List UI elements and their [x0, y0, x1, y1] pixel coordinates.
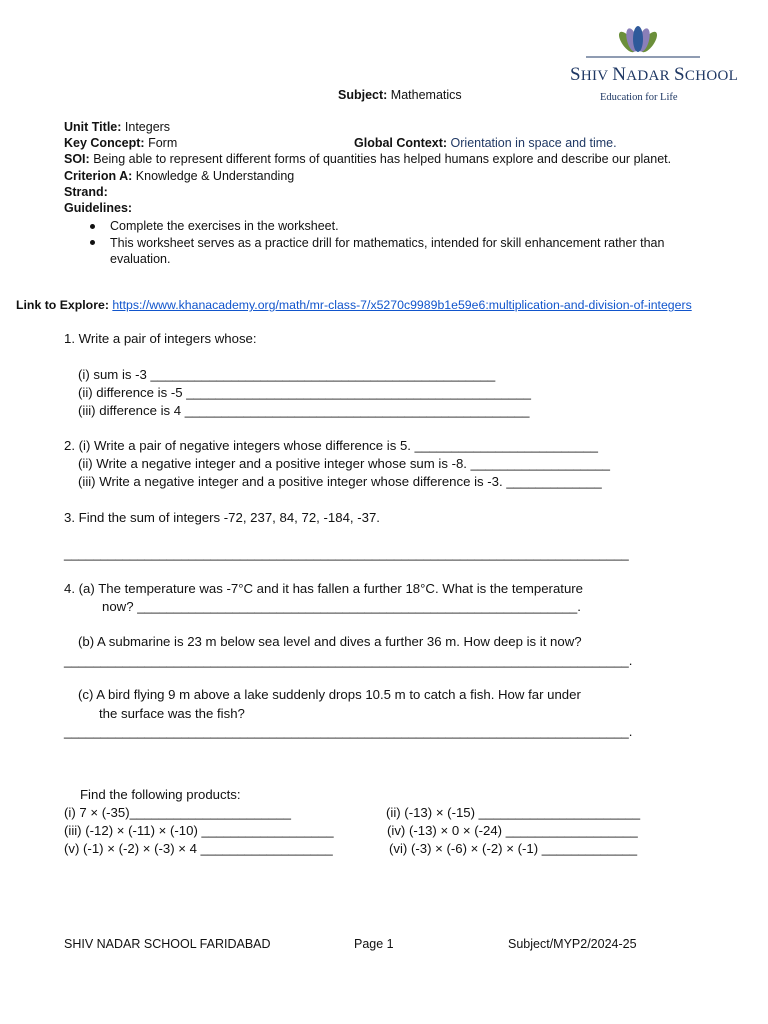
question-1-i: (i) sum is -3 _______________________________________________: [78, 367, 496, 382]
question-4b: (b) A submarine is 23 m below sea level and dives a further 36 m. How deep is it now?: [78, 634, 582, 649]
explore-label: Link to Explore:: [16, 298, 109, 312]
question-2-i: 2. (i) Write a pair of negative integers whose difference is 5. _________________________: [64, 438, 598, 453]
footer-page-number: Page 1: [354, 937, 394, 951]
unit-title: Unit Title: Integers: [64, 120, 171, 134]
product-i: (i) 7 × (-35)______________________: [64, 805, 291, 820]
product-iii: (iii) (-12) × (-11) × (-10) __________________: [64, 823, 334, 838]
question-4c-line2: the surface was the fish?: [99, 706, 245, 721]
question-4c: (c) A bird flying 9 m above a lake suddenly drops 10.5 m to catch a fish. How far under: [78, 687, 581, 702]
lotus-icon: [566, 26, 714, 66]
product-vi: (vi) (-3) × (-6) × (-2) × (-1) _____________: [389, 841, 638, 856]
footer-school: SHIV NADAR SCHOOL FARIDABAD: [64, 937, 271, 951]
guideline-2-line1: This worksheet serves as a practice drill for mathematics, intended for skill enhancement rather than: [110, 236, 665, 250]
bullet-icon: [90, 240, 95, 245]
bullet-icon: [90, 224, 95, 229]
guideline-1: Complete the exercises in the worksheet.: [110, 219, 339, 233]
soi-statement: SOI: Being able to represent different forms of quantities has helped humans explore and describe our planet.: [64, 152, 672, 166]
guidelines-heading: Guidelines:: [64, 201, 133, 215]
answer-line-3: _____________________________________________________________________________: [64, 546, 629, 561]
product-iv: (iv) (-13) × 0 × (-24) __________________: [387, 823, 638, 838]
question-4b-answer: _____________________________________________________________________________.: [64, 653, 633, 668]
criterion: Criterion A: Knowledge & Understanding: [64, 169, 295, 183]
product-v: (v) (-1) × (-2) × (-3) × 4 __________________: [64, 841, 333, 856]
explore-link[interactable]: https://www.khanacademy.org/math/mr-class-7/x5270c9989b1e59e6:multiplication-and-division-of-integers: [112, 298, 692, 312]
logo-tagline: Education for Life: [600, 92, 678, 103]
question-3: 3. Find the sum of integers -72, 237, 84, 72, -184, -37.: [64, 510, 380, 525]
strand: Strand:: [64, 185, 108, 199]
question-2-ii: (ii) Write a negative integer and a positive integer whose sum is -8. ___________________: [78, 456, 610, 471]
school-logo: [566, 26, 739, 110]
product-ii: (ii) (-13) × (-15) ______________________: [386, 805, 641, 820]
question-4a-answer: now? ____________________________________________________________.: [102, 599, 581, 614]
question-1-ii: (ii) difference is -5 _______________________________________________: [78, 385, 531, 400]
global-context: Global Context: Orientation in space and time.: [354, 136, 617, 150]
question-1-iii: (iii) difference is 4 _______________________________________________: [78, 403, 530, 418]
products-title: Find the following products:: [80, 787, 241, 802]
subject-line: Subject: Mathematics: [338, 88, 462, 102]
explore-row: [16, 298, 692, 312]
question-4a: 4. (a) The temperature was -7°C and it has fallen a further 18°C. What is the temperature: [64, 581, 583, 596]
footer-code: Subject/MYP2/2024-25: [508, 937, 637, 951]
question-2-iii: (iii) Write a negative integer and a positive integer whose difference is -3. _____________: [78, 474, 602, 489]
guideline-2-line2: evaluation.: [110, 252, 171, 266]
logo-school-name: SHIV NADAR SCHOOL: [570, 64, 739, 85]
question-1: 1. Write a pair of integers whose:: [64, 331, 257, 346]
question-4c-answer: _____________________________________________________________________________.: [64, 724, 633, 739]
key-concept: Key Concept: Form: [64, 136, 178, 150]
